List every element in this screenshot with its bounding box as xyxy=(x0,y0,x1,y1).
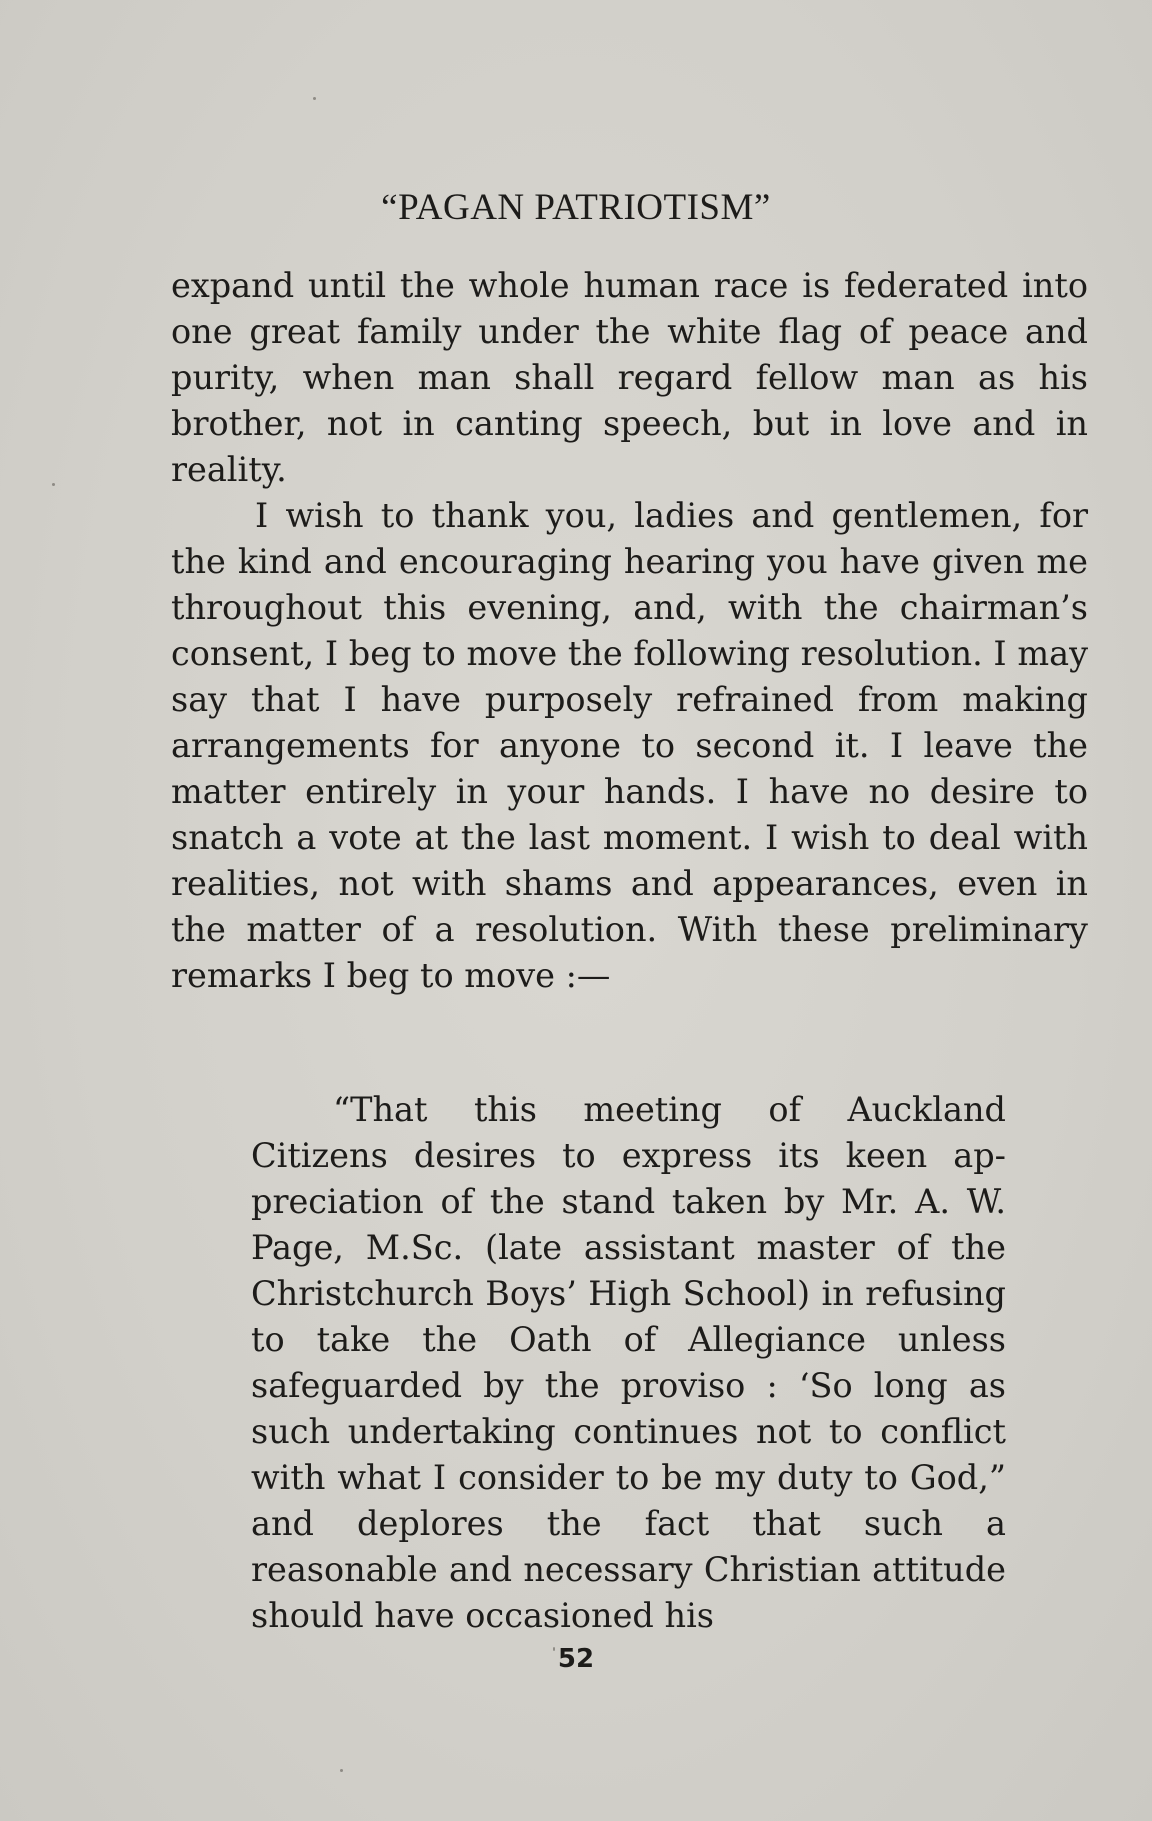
resolution-block xyxy=(251,1087,1006,1639)
paragraph-thanks: I wish to thank you, ladies and gentlemen, for the kind and encouraging hearing you have given me throughout this evening, and, with the chairman’s consent, I beg to move the following resolution. I may say that I have purposely refrained from making arrangements for anyone to second it. I leave the matter entirely in your hands. I have no desire to snatch a vote at the last moment. I wish to deal with realities, not with shams and appearances, even in the matter of a resolution. With these preliminary remarks I beg to move :— xyxy=(171,496,1088,995)
resolution-text: “That this meeting of Auckland Citizens desires to express its keen appreciation of the stand taken by Mr. A. W. Page, M.Sc. (late assistant master of the Christchurch Boys’ High School) in refusing to take the Oath of Allegiance unless safeguarded by the proviso : ‘So long as such undertaking continues not to conflict with what I consider to be my duty to God,” and deplores the fact that such a reasonable and necessary Christian attitude should have occasioned his xyxy=(251,1090,1006,1635)
page-number: 52 xyxy=(557,1644,595,1674)
paper-speck xyxy=(313,97,316,100)
paper-speck xyxy=(52,483,55,486)
running-head: “PAGAN PATRIOTISM” xyxy=(381,187,771,228)
body-text xyxy=(171,263,1088,999)
paper-speck xyxy=(340,1769,343,1772)
paragraph-continued: expand until the whole human race is federated into one great family under the white flag of peace and purity, when man shall regard fellow man as his brother, not in canting speech, but in love and in reality. xyxy=(171,266,1088,489)
paper-speck xyxy=(553,1647,555,1651)
